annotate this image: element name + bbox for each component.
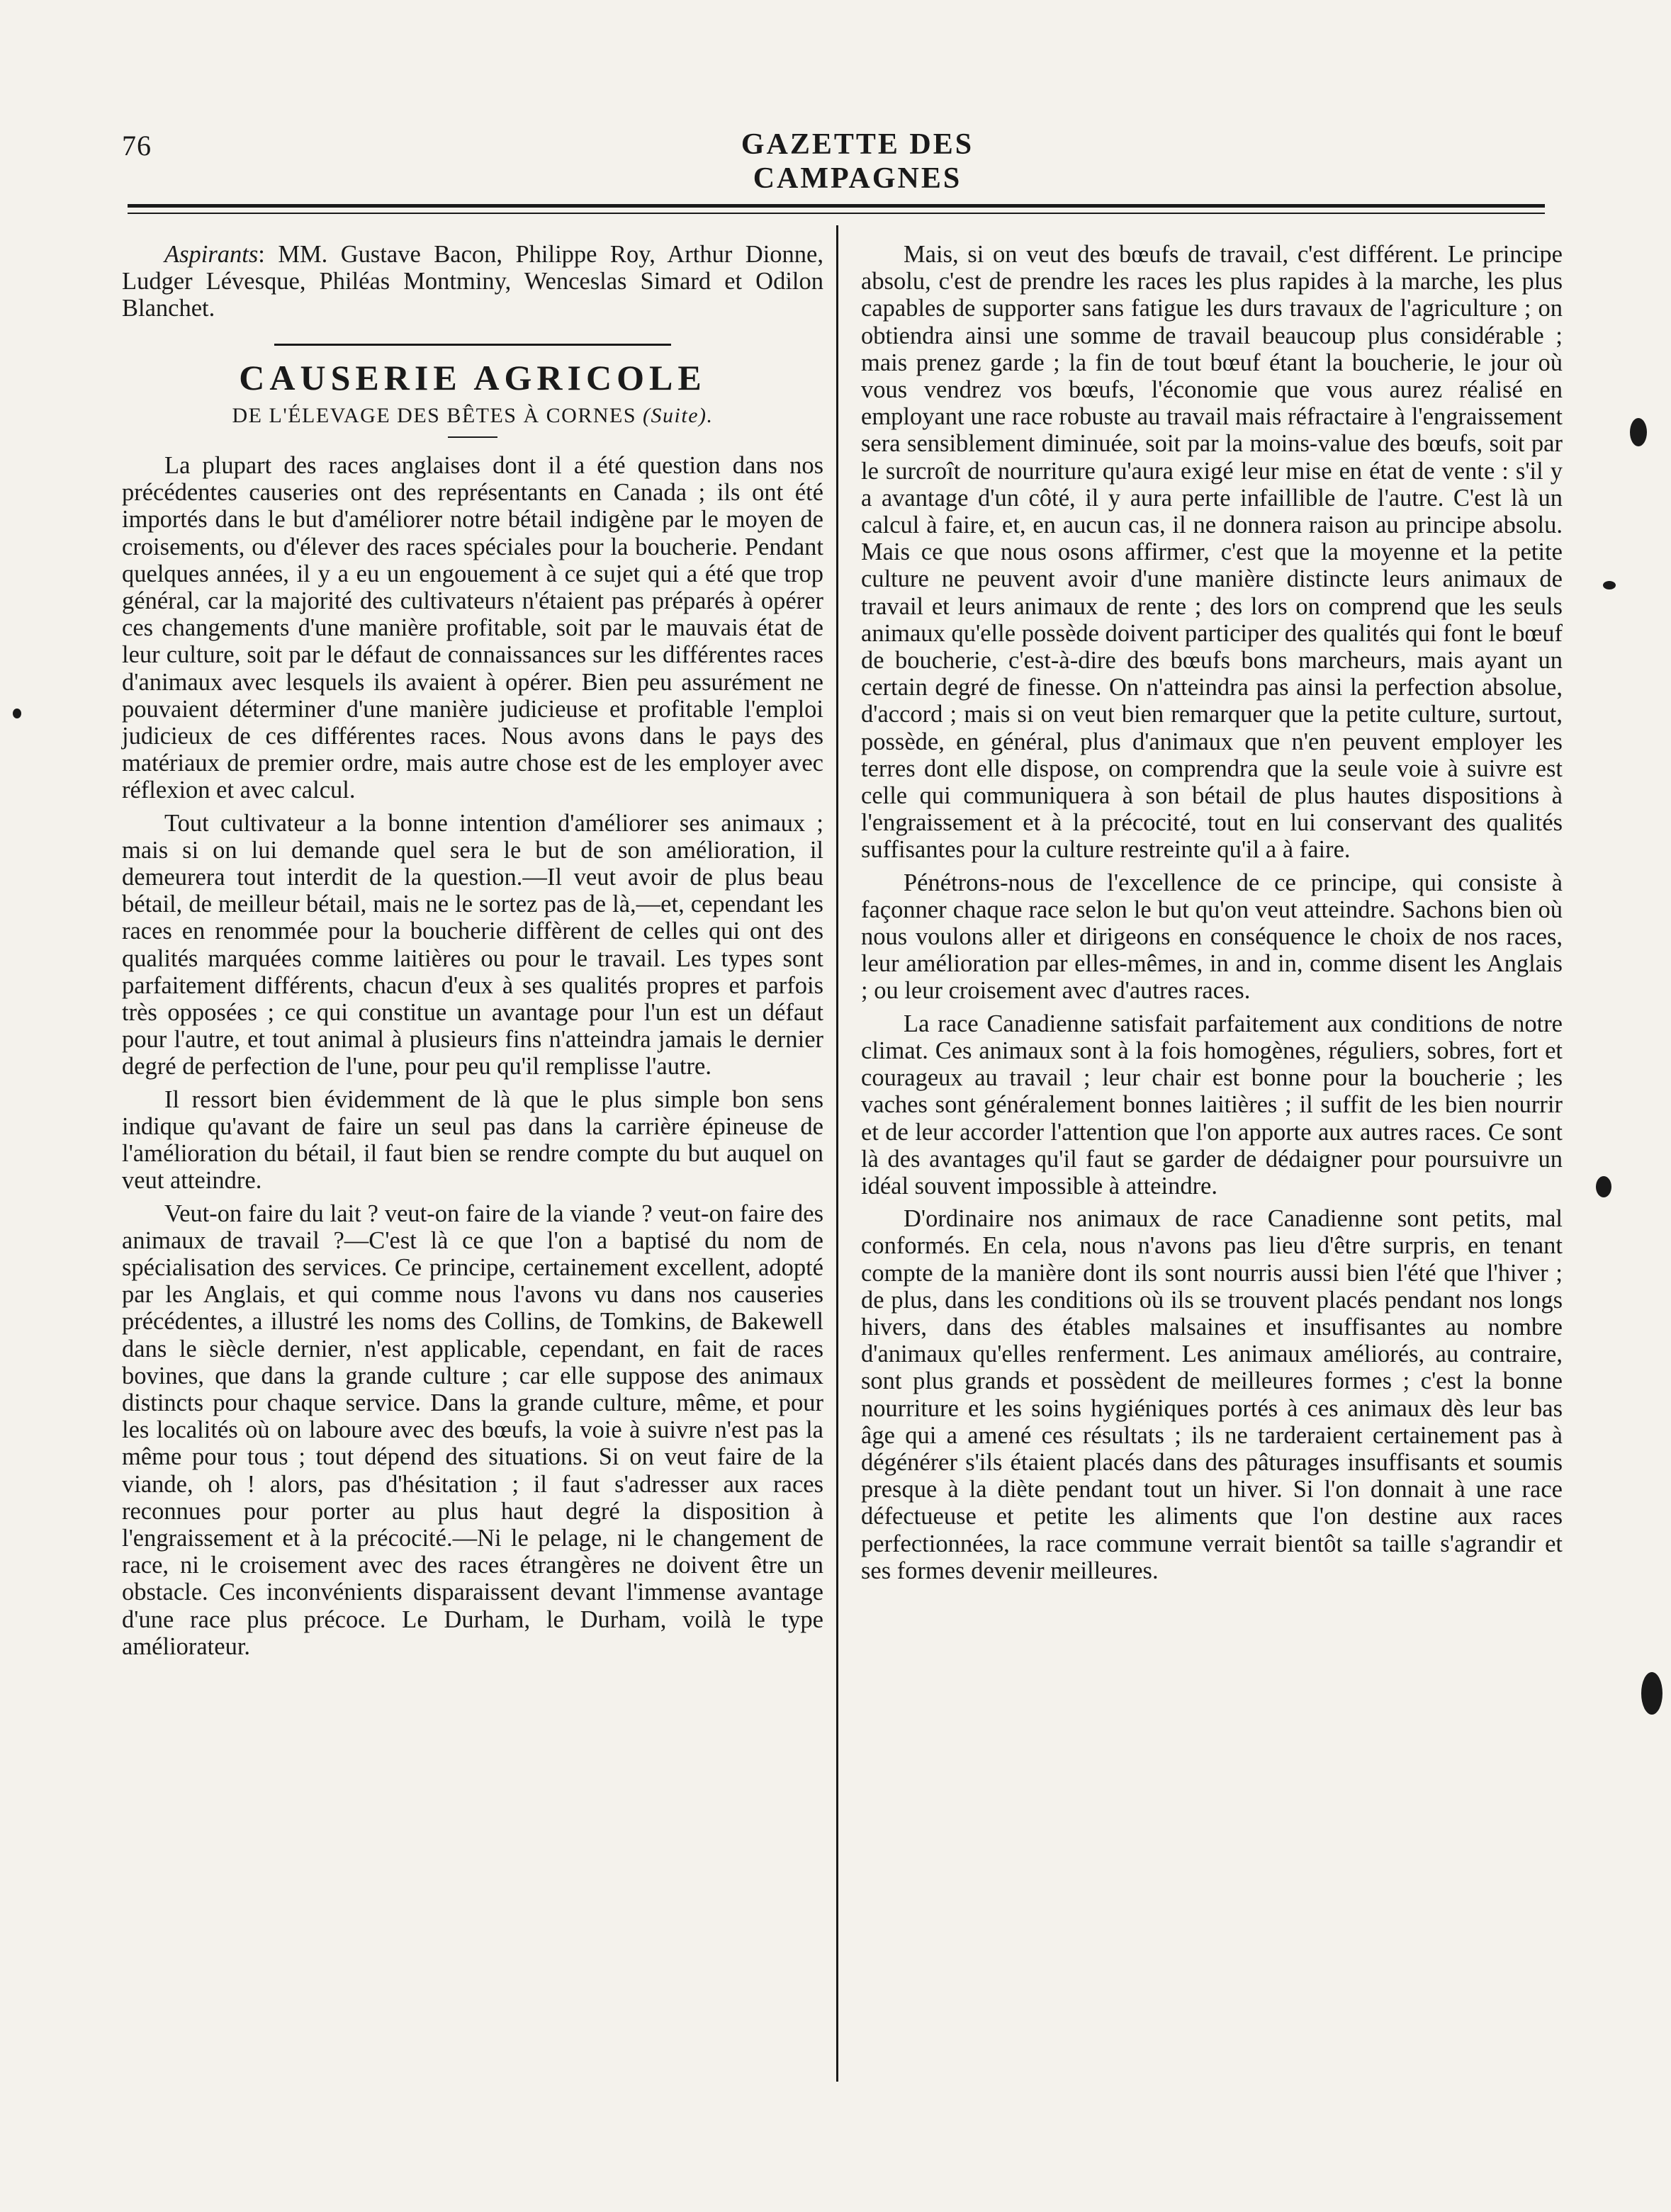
article-paragraph: Pénétrons-nous de l'excellence de ce principe, qui consiste à façonner chaque race selon le but qu'on veut atteindre. Sachons bien où nous voulons aller et dirigeons en conséquence le choix de nos races, leur amélioration par elles-mêmes, in and in, comme disent les Anglais ; ou leur croisement avec d'autres races. <box>861 869 1563 1005</box>
header-rule-thick <box>128 204 1545 208</box>
aspirants-text: : MM. Gustave Bacon, Philippe Roy, Arthur Dionne, Ludger Lévesque, Philéas Montminy, Wenceslas Simard et Odilon Blanchet. <box>122 241 823 322</box>
scan-speck <box>1596 1176 1611 1197</box>
article-paragraph: D'ordinaire nos animaux de race Canadienne sont petits, mal conformés. En cela, nous n'avons pas lieu d'être surpris, en tenant compte de la manière dont ils sont nourris aussi bien l'été que l'hiver ; de plus, dans les conditions où ils se trouvent placés pendant nos longs hivers, dans des étables malsaines et insuffisantes au nombre d'animaux qu'elles renferment. Les animaux améliorés, au contraire, sont plus grands et possèdent de meilleures formes ; c'est la bonne nourriture et les soins hygiéniques portés à ces animaux dès leur bas âge qui a amené ces résultats ; ils ne tarderaient certainement pas à dégénérer s'ils étaient placés dans des pâturages insuffisants et soumis presque à la diète pendant tout un hiver. Si l'on donnait à une race défectueuse et petite les aliments que l'on destine aux races perfectionnées, la race commune verrait bientôt sa taille s'agrandir et ses formes devenir meilleures. <box>861 1205 1563 1584</box>
article-title: CAUSERIE AGRICOLE <box>239 357 707 397</box>
scan-speck <box>1641 1672 1662 1715</box>
article-subtitle-suite: (Suite). <box>643 403 714 427</box>
right-column <box>861 241 1563 1590</box>
article-subtitle-text: DE L'ÉLEVAGE DES BÊTES À CORNES <box>232 403 637 427</box>
scan-speck <box>1630 418 1647 446</box>
aspirants-paragraph <box>122 241 823 322</box>
running-head: GAZETTE DES CAMPAGNES <box>741 128 974 195</box>
article-paragraph: Mais, si on veut des bœufs de travail, c'est différent. Le principe absolu, c'est de prendre les races les plus rapides à la marche, les plus capables de supporter sans fatigue les durs travaux de l'agriculture ; on obtiendra ainsi une somme de travail beaucoup plus considérable ; mais prenez garde ; la fin de tout bœuf étant la boucherie, le jour où vous vendrez vos bœufs, l'économie que vous aurez réalisé en employant une race robuste au travail mais réfractaire à l'engraissement sera sensiblement diminuée, soit par la moins-value des bœufs, soit par le surcroît de nourriture qu'aura exigé leur mise en état de vente : s'il y a avantage d'un côté, il y aura perte infaillible de l'autre. C'est là un calcul à faire, et, en aucun cas, il ne donnera raison au principe absolu. Mais ce que nous osons affirmer, c'est que la moyenne et la petite culture ne peuvent avoir d'une manière distincte leurs animaux de travail et leurs animaux de rente ; des lors on comprend que les seuls animaux qu'elle possède doivent participer des qualités qui font le bœuf de boucherie, c'est-à-dire des bœufs bons marcheurs, mais ayant un certain degré de finesse. On n'atteindra pas ainsi la perfection absolue, d'accord ; mais si on veut bien remarquer que la petite culture, surtout, possède, en général, plus d'animaux que n'en peuvent employer les terres dont elle dispose, on comprendra que la seule voie à suivre est celle qui communiquera à son bétail de plus hautes dispositions à l'engraissement et à la précocité, tout en lui conservant des qualités suffisantes pour la culture restreinte qu'il a à faire. <box>861 241 1563 864</box>
scan-speck <box>13 709 21 718</box>
article-paragraph: La race Canadienne satisfait parfaitement aux conditions de notre climat. Ces animaux sont à la fois homogènes, réguliers, sobres, fort et courageux au travail ; leur chair est bonne pour la boucherie ; les vaches sont généralement bonnes laitières ; il suffit de les bien nourrir et de leur accorder l'attention que l'on apporte aux autres races. Ce sont là des avantages qu'il faut se garder de dédaigner pour poursuivre un idéal souvent impossible à atteindre. <box>861 1010 1563 1200</box>
article-paragraph: La plupart des races anglaises dont il a été question dans nos précédentes causeries ont des représentants en Canada ; ils ont été importés dans le but d'améliorer notre bétail indigène par le moyen de croisements, ou d'élever des races spéciales pour la boucherie. Pendant quelques années, il y a eu un engouement à ce sujet qui a été que trop général, car la majorité des cultivateurs n'étaient pas préparés à opérer ces changements d'une manière profitable, soit par le mauvais état de leur culture, soit par le défaut de connaissances sur les différentes races d'animaux avec lesquels ils avaient à opérer. Bien peu assurément ne pouvaient déterminer d'une manière judicieuse et profitable l'emploi judicieux de ces différentes races. Nous avons dans le pays des matériaux de premier ordre, mais autre chose est de les employer avec réflexion et avec calcul. <box>122 452 823 804</box>
article-separator-rule <box>274 344 671 346</box>
article-subtitle <box>122 402 823 429</box>
header-rule-thin <box>128 213 1545 214</box>
column-divider <box>836 225 838 2082</box>
scan-speck <box>1603 581 1616 589</box>
left-column <box>122 241 823 1666</box>
page-number: 76 <box>122 130 152 162</box>
article-paragraph: Il ressort bien évidemment de là que le plus simple bon sens indique qu'avant de faire un seul pas dans la carrière épineuse de l'amélioration du bétail, il faut bien se rendre compte du but auquel on veut atteindre. <box>122 1085 823 1195</box>
article-paragraph: Tout cultivateur a la bonne intention d'améliorer ses animaux ; mais si on lui demande quel sera le but de son amélioration, il demeurera tout interdit de la question.—Il veut avoir de plus beau bétail, de meilleur bétail, mais ne le sortez pas de là,—et, cependant les races en renommée pour la boucherie diffèrent de celles qui ont des qualités marquées comme laitières ou pour le travail. Les types sont parfaitement différents, chacun d'eux à ses qualités propres et parfois très opposées ; ce qui constitue un avantage pour l'un est un défaut pour l'autre, et tout animal à plusieurs fins n'atteindra jamais le dernier degré de perfection de l'une, pour peu qu'il remplisse l'autre. <box>122 809 823 1080</box>
subtitle-rule <box>448 436 497 438</box>
aspirants-label: Aspirants <box>164 241 259 268</box>
article-paragraph: Veut-on faire du lait ? veut-on faire de la viande ? veut-on faire des animaux de travail ?—C'est là ce que l'on a baptisé du nom de spécialisation des services. Ce principe, certainement excellent, adopté par les Anglais, et qui comme nous l'avons vu dans nos causeries précédentes, a illustré les noms des Collins, de Tomkins, de Bakewell dans le siècle dernier, n'est applicable, cependant, en fait de races bovines, que dans la grande culture ; car elle suppose des animaux distincts pour chaque service. Dans la grande culture, même, et pour les localités où on laboure avec des bœufs, la voie à suivre n'est pas la même pour tous ; tout dépend des situations. Si on veut faire de la viande, oh ! alors, pas d'hésitation ; il faut s'adresser aux races reconnues pour porter au plus haut degré la disposition à l'engraissement et à la précocité.—Ni le pelage, ni le changement de race, ni le croisement avec des races étrangères ne doivent être un obstacle. Ces inconvénients disparaissent devant l'immense avantage d'une race plus précoce. Le Durham, le Durham, voilà le type améliorateur. <box>122 1200 823 1660</box>
